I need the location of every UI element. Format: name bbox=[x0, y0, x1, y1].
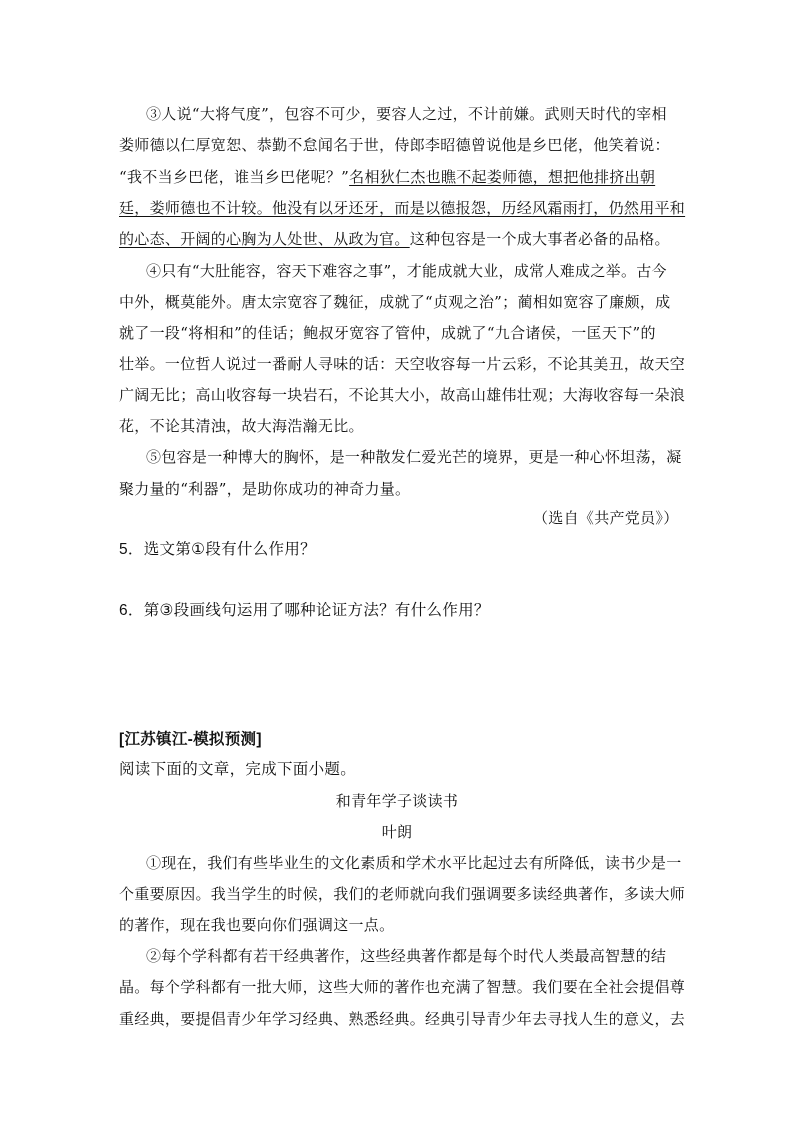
question-5: 5．选文第①段有什么作用？ bbox=[119, 541, 316, 558]
para3-line1: ③人说“大将气度”，包容不可少，要容人之过，不计前嫌。武则天时代的宰相 bbox=[146, 105, 667, 123]
a2-para1-line2: 个重要原因。我当学生的时候，我们的老师就向我们强调要多读经典著作，多读大师 bbox=[119, 885, 686, 903]
para5-line2: 聚力量的“利器”，是助你成功的神奇力量。 bbox=[119, 480, 411, 498]
para3-line5-plain: 这种包容是一个成大事者必备的品格。 bbox=[409, 230, 670, 248]
a2-para2-line1: ②每个学科都有若干经典著作，这些经典著作都是每个时代人类最高智慧的结 bbox=[146, 947, 667, 965]
para4-line2: 中外，概莫能外。唐太宗宽容了魏征，成就了“贞观之治”；蔺相如宽容了廉颇，成 bbox=[119, 293, 671, 311]
para5-line1: ⑤包容是一种博大的胸怀，是一种散发仁爱光芒的境界，更是一种心怀坦荡，凝 bbox=[146, 448, 682, 466]
para3-line5 bbox=[119, 229, 670, 249]
question-6: 6．第③段画线句运用了哪种论证方法？有什么作用？ bbox=[119, 602, 490, 619]
para4-line1: ④只有“大肚能容，容天下难容之事”，才能成就大业，成常人难成之举。古今 bbox=[146, 262, 667, 280]
para4-line6: 花，不论其清浊，故大海浩瀚无比。 bbox=[119, 417, 364, 435]
para4-line3: 就了一段“将相和”的佳话；鲍叔牙宽容了管仲，成就了“九合诸侯，一匡天下”的 bbox=[119, 324, 656, 342]
para3-line3 bbox=[119, 167, 655, 187]
source-citation: （选自《共产党员》） bbox=[533, 509, 679, 527]
article-author: 叶朗 bbox=[381, 823, 413, 841]
underlined-sentence-part2: 廷，娄师德也不计较。他没有以牙还牙，而是以德报怨，历经风霜雨打，仍然用平和 bbox=[119, 199, 686, 217]
underlined-sentence-part1: 名相狄仁杰也瞧不起娄师德，想把他排挤出朝 bbox=[349, 168, 656, 186]
para3-line3-plain: “我不当乡巴佬，谁当乡巴佬呢？” bbox=[119, 168, 350, 186]
para4-line4: 壮举。一位哲人说过一番耐人寻味的话：天空收容每一片云彩，不论其美丑，故天空 bbox=[119, 355, 686, 373]
section-instruction: 阅读下面的文章，完成下面小题。 bbox=[119, 761, 357, 778]
article-title: 和青年学子谈读书 bbox=[335, 792, 459, 810]
para4-line5: 广阔无比；高山收容每一块岩石，不论其大小，故高山雄伟壮观；大海收容每一朵浪 bbox=[119, 386, 686, 404]
a2-para1-line1: ①现在，我们有些毕业生的文化素质和学术水平比起过去有所降低，读书少是一 bbox=[146, 854, 682, 872]
section-source-header: [江苏镇江-模拟预测] bbox=[119, 731, 262, 748]
para3-line2: 娄师德以仁厚宽恕、恭勤不怠闻名于世，侍郎李昭德曾说他是乡巴佬，他笑着说： bbox=[119, 136, 670, 154]
a2-para1-line3: 的著作，现在我也要向你们强调这一点。 bbox=[119, 916, 395, 934]
a2-para2-line3: 重经典，要提倡青少年学习经典、熟悉经典。经典引导青少年去寻找人生的意义，去 bbox=[119, 1010, 686, 1028]
underlined-sentence-part3: 的心态、开阔的心胸为人处世、从政为官。 bbox=[119, 230, 410, 248]
a2-para2-line2: 晶。每个学科都有一批大师，这些大师的著作也充满了智慧。我们要在全社会提倡尊 bbox=[119, 978, 686, 996]
